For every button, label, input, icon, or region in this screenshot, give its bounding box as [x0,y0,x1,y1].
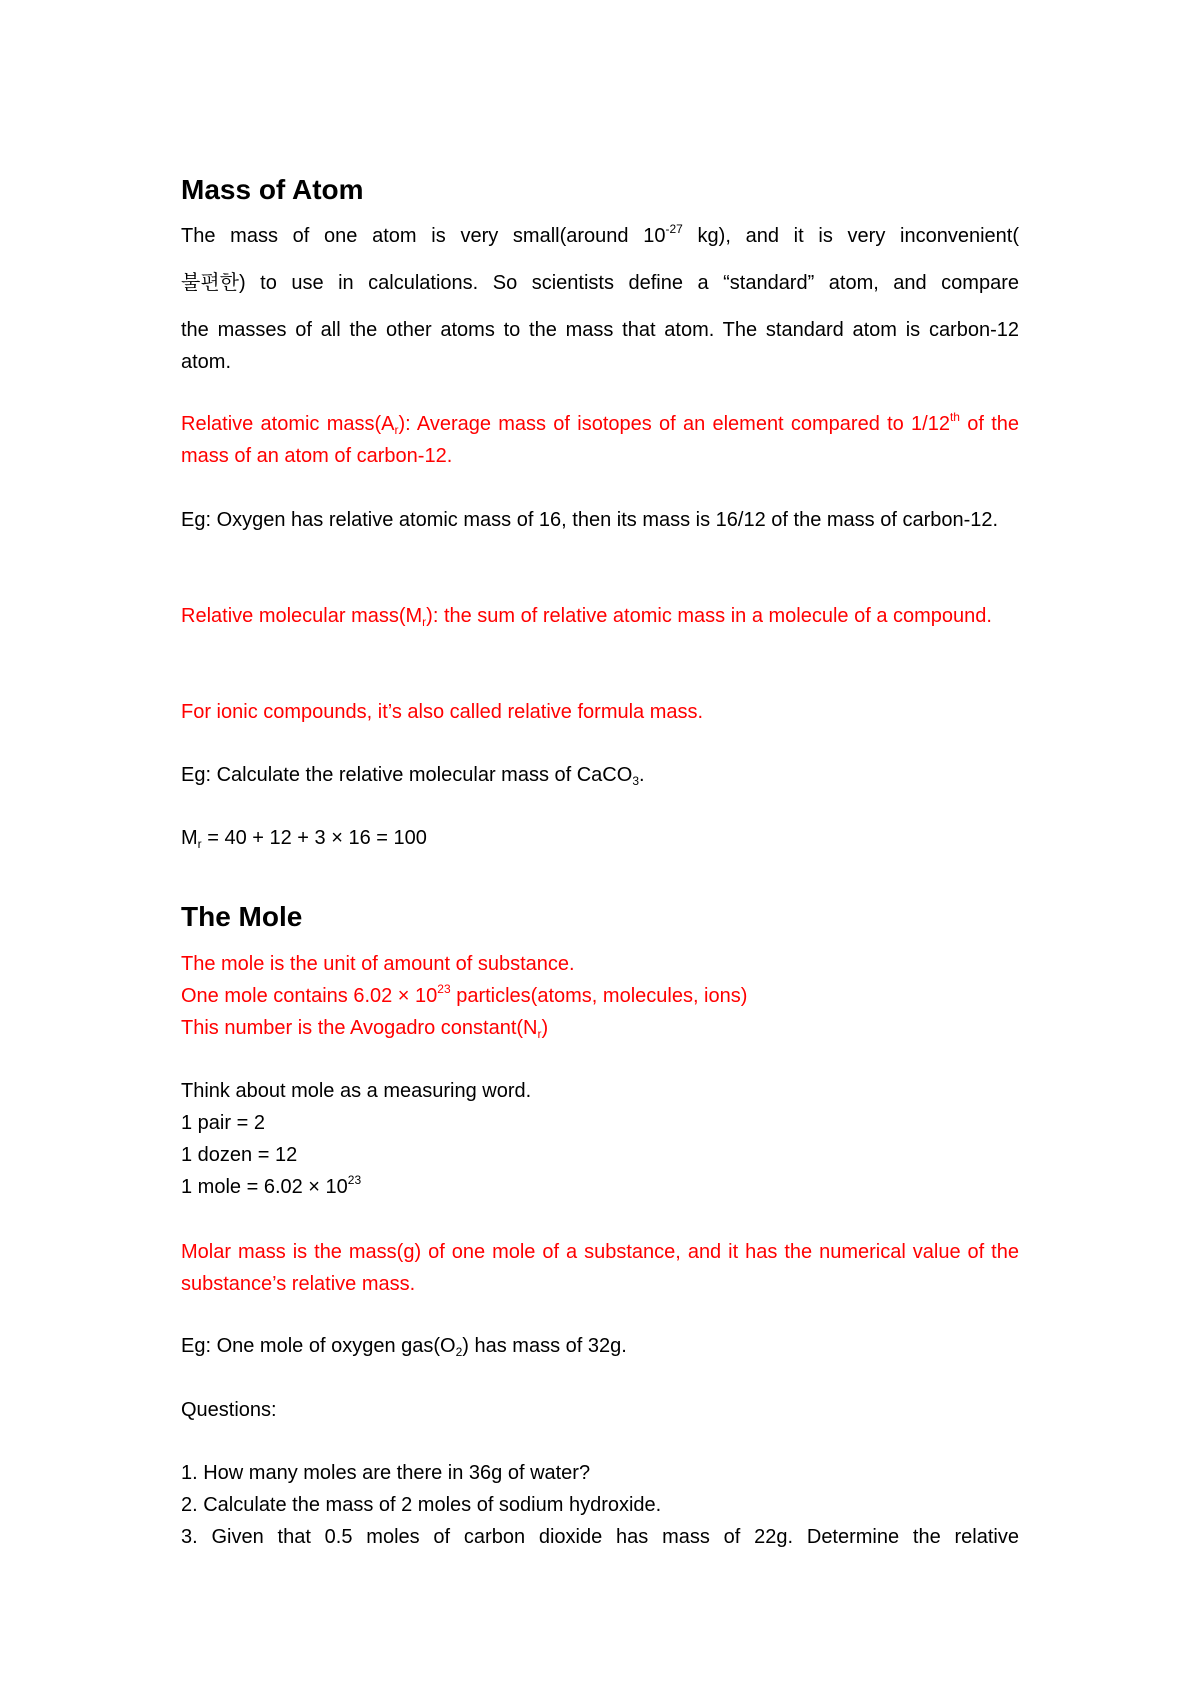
heading-the-mole: The Mole [181,901,303,932]
calculation-mr: $M_r = 40 + 12 + 3 \times 16 = 100$ [181,827,427,851]
korean-word: 불편한 [181,270,239,294]
question-1: 1. How many moles are there in 36g of water? [181,1462,591,1484]
intro-line-2 [181,268,1019,297]
question-3: 3. Given that 0.5 moles of carbon dioxide has mass of 22g. Determine the relative [181,1526,1019,1548]
question-2: 2. Calculate the mass of 2 moles of sodium hydroxide. [181,1494,662,1516]
intro-text-a: The mass of one atom is very small(around 10 [181,225,666,247]
relative-atomic-mass-definition: Relative atomic $mass(A_r)$: Average mass of isotopes of an element compared to 1/12th of the mass of an atom of carbon-12. [181,410,1019,467]
ionic-compounds-note: For ionic compounds, it’s also called relative formula mass. [181,701,704,723]
example-caco3: Eg: Calculate the relative molecular mass of CaCO$_3$. [181,764,645,788]
intro-text-b: kg), and it is very inconvenient( [682,225,1019,247]
pair-line: 1 pair = 2 [181,1112,265,1134]
heading-mass-of-atom: Mass of Atom [181,174,364,205]
intro-text-c: ) to use in calculations. So scientists define a “standard” atom, and compare [238,272,1019,294]
questions-label: Questions: [181,1399,277,1421]
exponent: -27 [665,222,683,236]
example-oxygen-gas: Eg: One mole of oxygen $gas(O_2)$ has mass of 32g. [181,1335,627,1359]
mole-line: 1 mole = $6.02 \times 10^{23}$ [181,1173,362,1198]
dozen-line: 1 dozen = 12 [181,1144,298,1166]
relative-molecular-mass-definition: Relative molecular $mass(M_r)$: the sum of relative atomic mass in a molecule of a compound. [181,605,992,629]
intro-paragraph-end: the masses of all the other atoms to the mass that atom. The standard atom is carbon-12 atom. [181,319,1019,373]
measuring-word-intro: Think about mole as a measuring word. [181,1080,532,1102]
mole-definition-3: This number is the Avogadro $constant(N_r)$ [181,1017,549,1041]
mole-definition-1: The mole is the unit of amount of substance. [181,953,575,975]
molar-mass-definition: Molar mass is the mass(g) of one mole of a substance, and it has the numerical value of the substance’s relative mass. [181,1241,1019,1295]
example-oxygen: Eg: Oxygen has relative atomic mass of 16, then its mass is 16/12 of the mass of carbon-12. [181,509,999,531]
mole-definition-2: One mole contains $6.02 \times 10^{23}$ particles(atoms, molecules, ions) [181,982,748,1007]
intro-line-1 [181,222,1019,250]
